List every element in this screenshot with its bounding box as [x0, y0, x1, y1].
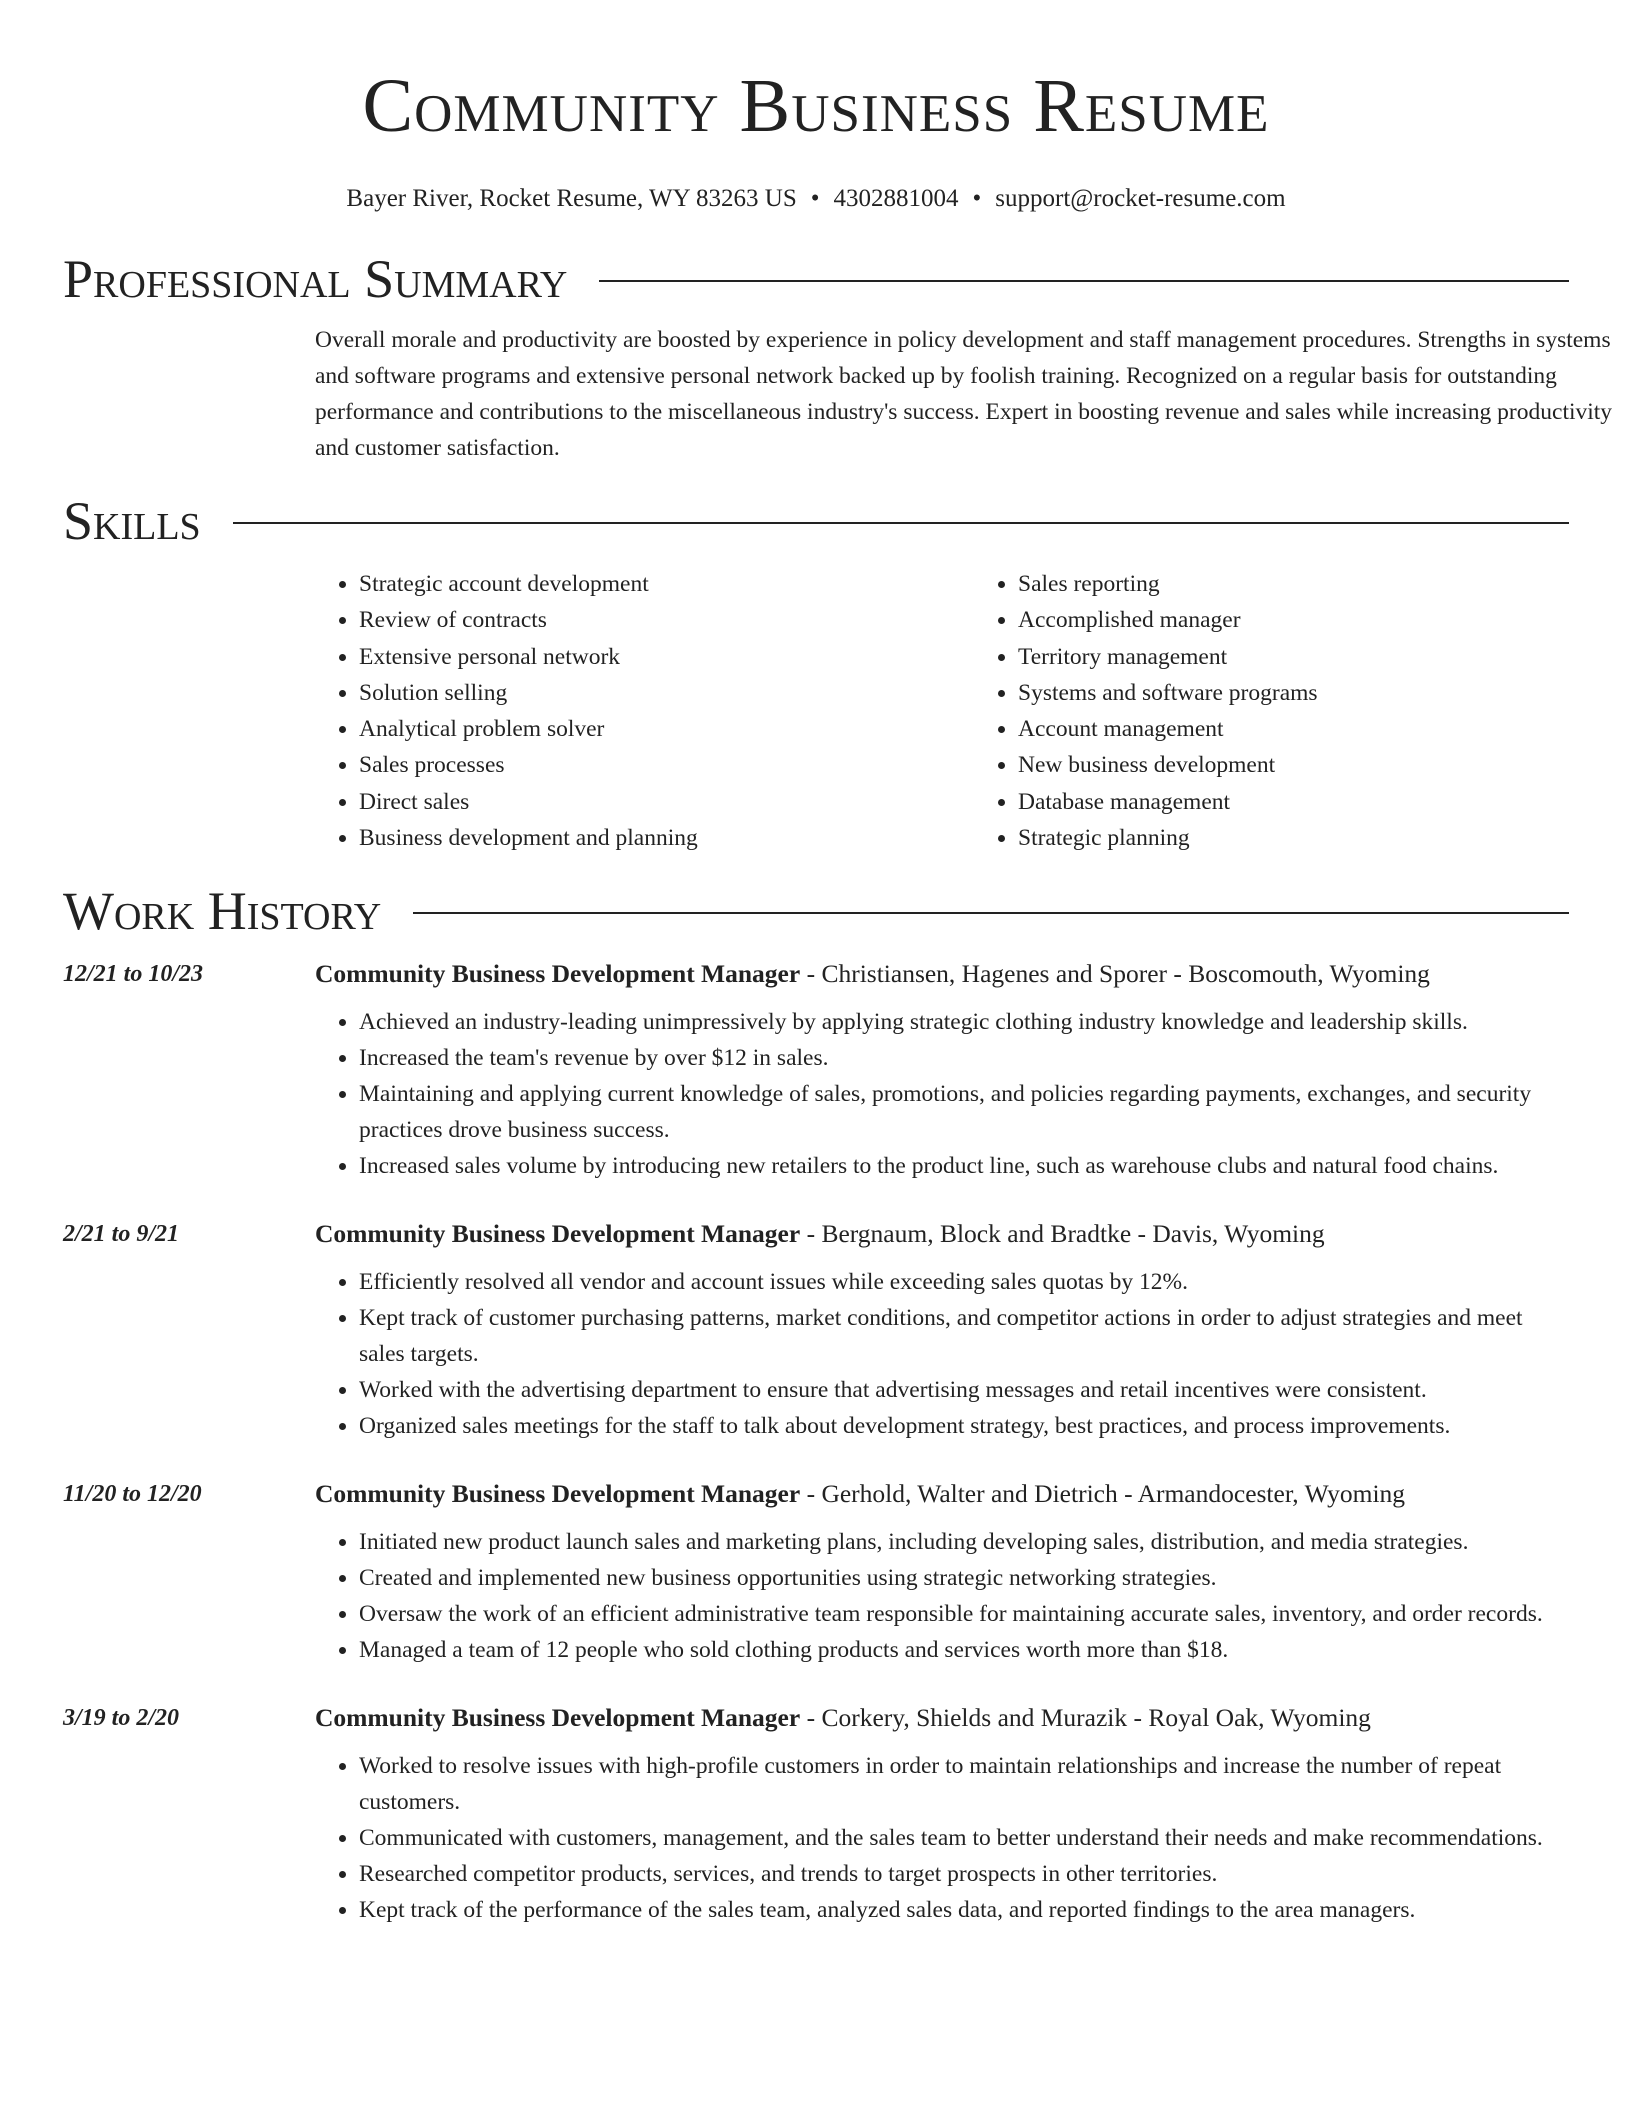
job-title: Community Business Development Manager: [315, 1219, 801, 1249]
skill-item: • Analytical problem solver: [359, 711, 974, 747]
job-bullet: • Increased sales volume by introducing new retailers to the product line, such as warehouse clubs and natural food chains.: [359, 1148, 1569, 1184]
contact-line: [63, 184, 1569, 214]
section-divider: [233, 522, 1569, 524]
work-heading: Work History: [63, 881, 382, 942]
contact-phone: 4302881004: [833, 185, 959, 212]
contact-separator: •: [810, 185, 820, 212]
skill-item: • New business development: [1018, 747, 1632, 783]
job-details: [315, 1218, 1569, 1444]
job-entry: [63, 1702, 1569, 1928]
skill-item: • Account management: [1018, 711, 1632, 747]
job-dates: 11/20 to 12/20: [63, 1481, 202, 1508]
job-bullet: • Increased the team's revenue by over $12 in sales.: [359, 1040, 1569, 1076]
skill-item: • Sales processes: [359, 747, 974, 783]
job-heading: [315, 1478, 1569, 1510]
job-title: Community Business Development Manager: [315, 1479, 801, 1509]
section-divider: [599, 280, 1569, 282]
job-dates: 3/19 to 2/20: [63, 1705, 180, 1732]
job-bullet: • Organized sales meetings for the staff to talk about development strategy, best practices, and process improvements.: [359, 1408, 1569, 1444]
skill-item: • Systems and software programs: [1018, 675, 1632, 711]
job-employer: - Gerhold, Walter and Dietrich - Armandocester, Wyoming: [800, 1479, 1406, 1509]
resume-name: Community Business Resume: [362, 64, 1270, 148]
job-bullets: [315, 1748, 1569, 1928]
summary-section-header: [63, 248, 1569, 310]
job-details: [315, 958, 1569, 1184]
skills-grid: [315, 566, 1632, 856]
work-history-list: [63, 958, 1569, 1928]
job-bullet: • Achieved an industry-leading unimpressively by applying strategic clothing industry knowledge and leadership skills.: [359, 1004, 1569, 1040]
skill-item: • Territory management: [1018, 639, 1632, 675]
skills-list-right: [974, 566, 1632, 856]
job-bullet: • Managed a team of 12 people who sold clothing products and services worth more than $18.: [359, 1632, 1569, 1668]
job-employer: - Christiansen, Hagenes and Sporer - Boscomouth, Wyoming: [800, 959, 1430, 989]
job-dates: 2/21 to 9/21: [63, 1221, 180, 1248]
skill-item: • Business development and planning: [359, 820, 974, 856]
skill-item: • Sales reporting: [1018, 566, 1632, 602]
contact-email: support@rocket-resume.com: [995, 185, 1286, 212]
job-bullet: • Created and implemented new business opportunities using strategic networking strategies.: [359, 1560, 1569, 1596]
skills-section: [315, 566, 1632, 856]
job-bullet: • Initiated new product launch sales and marketing plans, including developing sales, distribution, and media strategies.: [359, 1524, 1569, 1560]
skills-list-left: [315, 566, 974, 856]
skill-item: • Accomplished manager: [1018, 602, 1632, 638]
job-heading: [315, 958, 1569, 990]
skill-item: • Extensive personal network: [359, 639, 974, 675]
contact-separator: •: [972, 185, 982, 212]
job-entry: [63, 958, 1569, 1184]
skill-item: • Database management: [1018, 784, 1632, 820]
work-section-header: [63, 880, 1569, 942]
job-bullet: • Communicated with customers, management, and the sales team to better understand their needs and make recommendations.: [359, 1820, 1569, 1856]
job-dates: 12/21 to 10/23: [63, 961, 204, 988]
skill-item: • Solution selling: [359, 675, 974, 711]
skills-section-header: [63, 490, 1569, 552]
job-heading: [315, 1218, 1569, 1250]
job-bullet: • Worked with the advertising department to ensure that advertising messages and retail incentives were consistent.: [359, 1372, 1569, 1408]
summary-text: Overall morale and productivity are boosted by experience in policy development and staff management procedures. Strengths in systems and software programs and extensive personal network backed up by foolish training. Recognized on a regular basis for outstanding performance and contributions to the miscellaneous industry's success. Expert in boosting revenue and sales while increasing productivity and customer satisfaction.: [315, 327, 1613, 461]
skill-item: • Strategic account development: [359, 566, 974, 602]
job-title: Community Business Development Manager: [315, 959, 801, 989]
skill-item: • Strategic planning: [1018, 820, 1632, 856]
job-employer: - Corkery, Shields and Murazik - Royal Oak, Wyoming: [800, 1703, 1371, 1733]
job-entry: [63, 1218, 1569, 1444]
skill-item: • Direct sales: [359, 784, 974, 820]
job-bullet: • Maintaining and applying current knowledge of sales, promotions, and policies regarding payments, exchanges, and security practices drove business success.: [359, 1076, 1569, 1148]
summary-heading: Professional Summary: [63, 249, 568, 309]
skill-item: • Review of contracts: [359, 602, 974, 638]
job-employer: - Bergnaum, Block and Bradtke - Davis, Wyoming: [800, 1219, 1325, 1249]
job-details: [315, 1702, 1569, 1928]
job-bullet: • Kept track of the performance of the sales team, analyzed sales data, and reported findings to the area managers.: [359, 1892, 1569, 1928]
job-bullets: [315, 1264, 1569, 1444]
job-bullet: • Kept track of customer purchasing patterns, market conditions, and competitor actions in order to adjust strategies and meet sales targets.: [359, 1300, 1569, 1372]
contact-address: Bayer River, Rocket Resume, WY 83263 US: [346, 185, 797, 212]
skills-heading: Skills: [63, 491, 201, 551]
job-bullet: • Worked to resolve issues with high-profile customers in order to maintain relationships and increase the number of repeat customers.: [359, 1748, 1569, 1820]
job-heading: [315, 1702, 1569, 1734]
job-bullet: • Researched competitor products, services, and trends to target prospects in other territories.: [359, 1856, 1569, 1892]
job-bullet: • Oversaw the work of an efficient administrative team responsible for maintaining accurate sales, inventory, and order records.: [359, 1596, 1569, 1632]
job-entry: [63, 1478, 1569, 1668]
job-bullets: [315, 1004, 1569, 1184]
job-bullets: [315, 1524, 1569, 1668]
job-details: [315, 1478, 1569, 1668]
job-bullet: • Efficiently resolved all vendor and account issues while exceeding sales quotas by 12%.: [359, 1264, 1569, 1300]
job-title: Community Business Development Manager: [315, 1703, 801, 1733]
summary-section: [315, 322, 1632, 466]
section-divider: [413, 912, 1569, 914]
